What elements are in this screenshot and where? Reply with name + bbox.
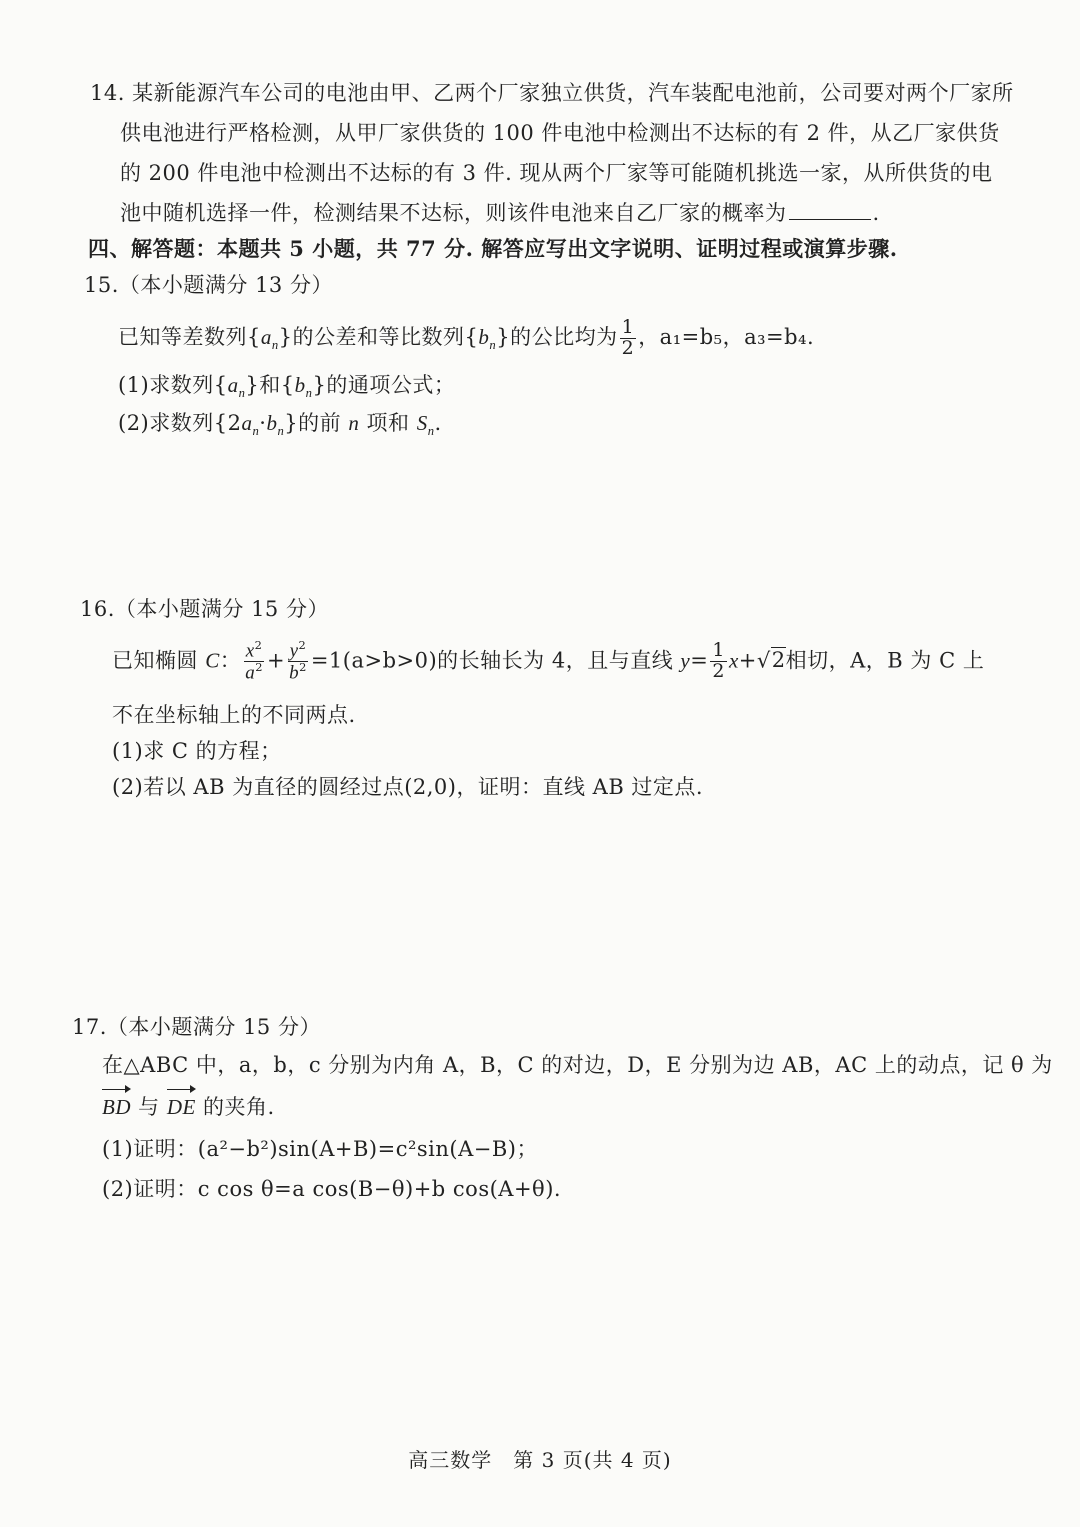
q15-ratio-fraction: $\frac{1}{2}$ <box>621 316 635 359</box>
q15-stem-pre: 已知等差数列 <box>118 324 247 349</box>
q16-line-2: 不在坐标轴上的不同两点. <box>112 703 356 727</box>
q14-line-4-end: . <box>872 201 880 225</box>
section-heading: 四、解答题：本题共 5 小题，共 77 分. 解答应写出文字说明、证明过程或演算步骤. <box>88 236 898 261</box>
q16-part-2: (2)若以 AB 为直径的圆经过点(2,0)，证明：直线 AB 过定点. <box>112 775 704 799</box>
x-squared-over-a-squared: $\frac{x^2}{a^2}$ <box>245 638 263 684</box>
vector-bd: BD <box>102 1092 131 1122</box>
q14-line-4 <box>120 198 880 228</box>
q15-stem-post: 的公比均为 <box>510 324 618 349</box>
q17-header: 17.（本小题满分 15 分） <box>72 1015 321 1039</box>
q15-stem-mid: 的公差和等比数列 <box>292 324 465 349</box>
y-squared-over-b-squared: $\frac{y^2}{b^2}$ <box>289 638 307 684</box>
q15-header: 15.（本小题满分 13 分） <box>84 273 333 297</box>
q14-line-1: 14. 某新能源汽车公司的电池由甲、乙两个厂家独立供货，汽车装配电池前，公司要对两个厂家所 <box>90 81 1014 105</box>
q16-part-1: (1)求 C 的方程； <box>112 739 282 763</box>
q17-line-1: 在△ABC 中，a，b，c 分别为内角 A，B，C 的对边，D，E 分别为边 AB，AC 上的动点，记 θ 为 <box>102 1053 1053 1077</box>
answer-blank <box>789 199 871 220</box>
q14-line-2: 供电池进行严格检测，从甲厂家供货的 100 件电池中检测出不达标的有 2 件，从乙厂家供货 <box>120 121 1000 145</box>
q17-part-1: (1)证明：(a²−b²)sin(A+B)=c²sin(A−B)； <box>102 1137 538 1161</box>
q17-part-2: (2)证明：c cos θ=a cos(B−θ)+b cos(A+θ). <box>102 1177 562 1201</box>
q17-line-2: BD 与 DE 的夹角. <box>102 1092 275 1122</box>
q14-line-4-text: 池中随机选择一件，检测结果不达标，则该件电池来自乙厂家的概率为 <box>120 201 787 225</box>
q15-condition: ，a₁=b₅，a₃=b₄. <box>638 324 815 349</box>
q15-stem: 已知等差数列$\{a_n\}$的公差和等比数列$\{b_n\}$的公比均为 $\frac{1}{2}$ ，a₁=b₅，a₃=b₄. <box>118 316 815 359</box>
q15-part-1: (1)求数列$\{a_n\}$和$\{b_n\}$的通项公式； <box>118 373 456 401</box>
q16-stem: 已知椭圆 C： $\frac{x^2}{a^2}$ + $\frac{y^2}{b^2}$ =1(a>b>0)的长轴长为 4，且与直线 y= $\frac{1}{2}$ x+√2相切，A，B 为 C 上 <box>112 638 985 684</box>
q14-line-3: 的 200 件电池中检测出不达标的有 3 件. 现从两个厂家等可能随机挑选一家，从所供货的电 <box>120 161 993 185</box>
q16-header: 16.（本小题满分 15 分） <box>80 597 329 621</box>
vector-de: DE <box>167 1092 196 1122</box>
page-footer: 高三数学 第 3 页(共 4 页) <box>408 1448 672 1472</box>
q15-part-2: (2)求数列$\{2a_n\cdot b_n\}$的前 n 项和 $S_n$. <box>118 411 442 439</box>
half-fraction: $\frac{1}{2}$ <box>712 639 725 683</box>
